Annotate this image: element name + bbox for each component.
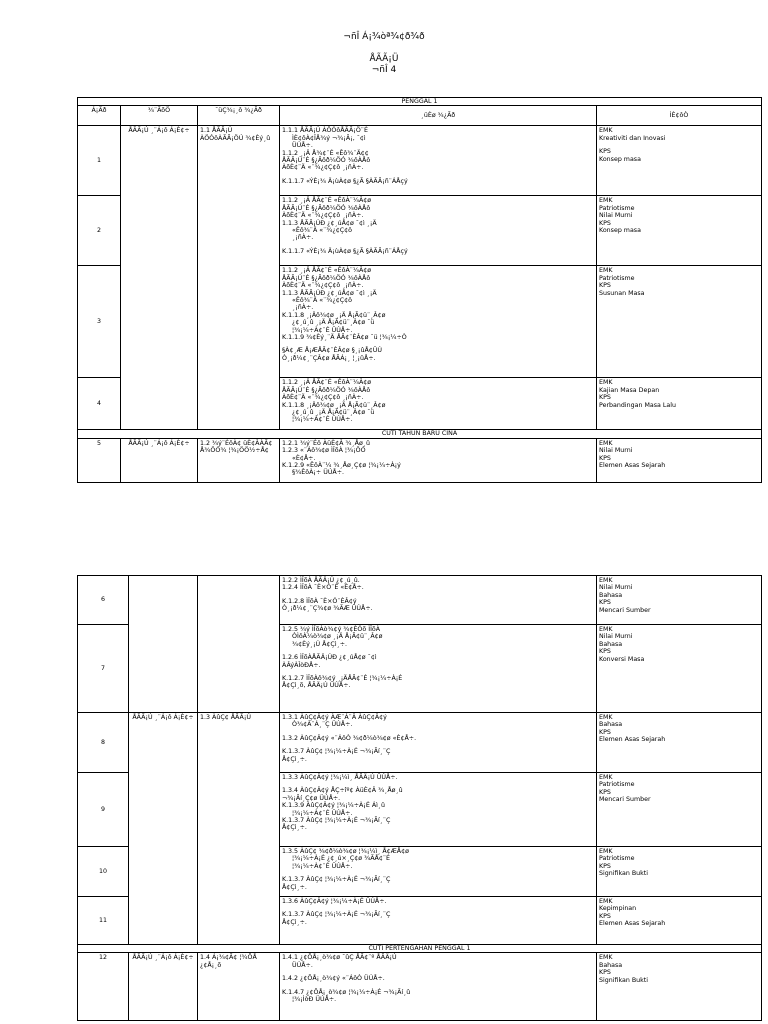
cell-line: K.1.1.7 «ÝÈ¡¾ Ä¡ùÀ¢ø §¿Ã §ÀÃÃ¡ñ¨ÁÅçý [282,247,408,255]
cell-line: 1.3.2 ÀûÇ¢Â¢ý «¨ÁôÒ ¾¢ð¼ò¾¢ø «È¢Å÷. [282,734,417,742]
column-header-row [78,106,762,126]
cell-line: «Êô¾¨Ä «¨¾¿¢Ç¢ô [282,227,352,235]
cell-line: §À¢¸Æ Å¡ÆÅÃ¢¨ÈÂ¢ø §¸¡ûÅ¢ÜÚ [282,347,382,355]
cell-line: ÜÚÅ÷. [282,142,313,150]
cell-line: 1.2.1 ¾ý¨Éô ÀüÈ¢Â ¾¸Åø¸û [282,439,370,447]
schedule-table-1 [77,97,762,483]
cell-line: KPS [599,788,611,796]
notes-cell [597,773,762,847]
notes-cell [597,713,762,773]
cell-line: 1.1.3 ÅÃÃ¡ÚÐ ¿¢¸úÅ¢ø ¯¢ì ¸¡Ä [282,219,377,227]
cell-line: Konversi Masa [599,655,645,663]
col-standard-header: ¯üÇ¾¡¸ô ¾¿Ãð [198,106,280,126]
cell-line: 1.3.1 ÀûÇ¢Â¢ý ÀÆ¨Á¨Â ÀûÇ¢Â¢ý [282,714,387,721]
cell-line: KPS [599,862,611,870]
cell-line: ÌÈ¢ôÀ¢ÎÅ¾ý ¬¾¡Ã¡, ¯¢ì [282,134,366,142]
cell-line: KPS [599,912,611,920]
cell-line: K.1.2.7 ÌÎõÀô¾¢ý ¸¡ÄÅÃ¢¨É ¦¾¡¼÷À¡É [282,675,403,683]
cell-line: Patriotisme [599,855,635,863]
cell-line: ¿¢¸ú¸û ¸¡Ä Å¡Ã¢ü¨¸Â¢ø ¯ü [282,319,375,327]
cell-line: K.1.1.8 ¸¡Äô¾¢ø ¸¡Ä Å¡Ã¢ü¨¸Â¢ø [282,311,386,319]
cell-line: Signifikan Bukti [599,870,649,878]
notes-cell [597,438,762,482]
outcome-cell [280,897,597,945]
cell-line: Kajian Masa Depan [599,386,660,394]
week-number: 8 [78,713,129,773]
notes-cell [597,953,762,1021]
cell-line: EMK [599,848,613,855]
week-number: 11 [78,897,129,945]
cell-line: ¸¡ñÀ÷. [282,304,314,312]
outcome-cell [280,266,597,378]
cell-line: Patriotisme [599,204,635,212]
notes-cell [597,196,762,266]
week-number: 4 [78,378,121,430]
cell-line: ¦¾¡¼÷À¡É ¿¢¸ú×¸Ç¢ø ¾ÃÅ¢¨É [282,855,390,863]
cell-line: 1.1.2 ¸¡Ä Å¾¢¨É «Êô¾¨Ä¢¢ [282,149,369,157]
cell-line: Susunan Masa [599,289,645,297]
cell-line: EMK [599,267,613,275]
cell-line: ÀõÈ¢¨Ä «¨¾¿¢Ç¢ô ¸¡ñÀ÷. [282,394,364,402]
cell-line: ÀõÈ¢¨Ä «¨¾¿¢Ç¢ô ¸¡ñÀ÷. [282,212,364,220]
cell-line: Perbandingan Masa Lalu [599,401,677,409]
cell-line: KPS [599,282,611,290]
cell-line: Mencari Sumber [599,796,651,804]
cell-line: ¦¾¡¼÷À¢¨É ÜÚÅ÷. [282,862,353,870]
cell-line: Ò¸¡ð¼¢¸¨Ç¾¢ø ¾ÃÆ ÜÚÅ÷. [282,605,373,613]
cell-line: Signifikan Bukti [599,976,649,984]
outcome-cell [280,576,597,625]
cell-line: Nilai Murni [599,584,633,592]
cell-line: 1.4.1 ¿¢ÕÅ¡¸ò¾¢ø ¯ûÇ ÅÃ¢¨º ÅÃÄ¡Ú [282,954,397,962]
cell-line: Å¢Çì¸÷. [282,883,307,891]
cell-line: Nilai Murni [599,447,633,455]
outcome-cell [280,773,597,847]
standard-cell: 1.4 Á¡¾¢Ã¢ ¦¾ÕÅ ¿¢Å¡¸õ [198,953,280,1021]
topic-cell: ÅÃÃ¡Ú ¸¨Á¡ô Á¡È¢÷ [121,126,198,430]
cell-line: §¾ÊôÀ¡÷ ÜÚÅ÷. [282,469,345,477]
cell-line: Kepimpinan [599,905,637,913]
outcome-cell [280,378,597,430]
cell-line: EMK [599,197,613,205]
cell-line: ¦¾¡ÌòÐ ÜÚÅ÷. [282,996,337,1004]
standard-cell: 1.3 ÀûÇ¢ ÅÃÃ¡Ú [198,713,280,945]
holiday-row [78,430,762,438]
cell-line: 1.3.5 ÀûÇ¢ ¾¢ð¼ò¾¢ø ¦¾¡¼ì¸ Å¢ÆÅ¢ø [282,848,409,855]
term-title: PENGGAL 1 [78,98,762,106]
cell-line: 1.1.2 ¸¡Ä ÅÃ¢¨É «ÊôÀ¨¼Â¢ø [282,267,372,275]
topic-cell [129,576,198,713]
topic-cell: ÅÃÃ¡Ú ¸¨Á¡ô Á¡È¢÷ [129,953,198,1021]
cell-line: ¿¢¸ú¸û ¸¡Ä Å¡Ã¢ü¨¸Â¢ø ¯ü [282,409,375,417]
cell-line: Nilai Murni [599,212,633,220]
cell-line: KPS [599,394,611,402]
holiday-row [78,945,762,953]
cell-line: Bahasa [599,591,623,599]
cell-line: ¸¡ñÀ÷. [282,234,314,242]
cell-line: Ò¾¢Â¨Á¸¨Ç ÜÚÅ÷. [282,721,353,729]
outcome-cell [280,847,597,897]
week-row [78,713,762,773]
cell-line: EMK [599,714,613,721]
week-row [78,126,762,196]
term-header-row [78,98,762,106]
cell-line: KPS [599,599,611,607]
cell-line: Elemen Asas Sejarah [599,462,666,470]
outcome-cell [280,953,597,1021]
cell-line: 1.3.6 ÀûÇ¢Â¢ý ¦¾¡¼÷À¡É ÜÚÅ÷. [282,898,387,905]
cell-line: ¦¾¡¼÷À¢¨É ÜÚÅ÷. [282,326,353,334]
cell-line: K.1.3.7 ÀûÇ¢ ¦¾¡¼÷À¡É ¬¾¡Ãí¸¨Ç [282,876,391,884]
cell-line: «Êô¾¨Ä «¨¾¿¢Ç¢ô [282,297,352,305]
cell-line: Å¢Çì¸÷. [282,918,307,926]
week-row [78,953,762,1021]
col-topic-header: ¾¨ÃõÖ [121,106,198,126]
cell-line: KPS [599,728,611,736]
col-week-header: Á¡Ãð [78,106,121,126]
cell-line: KPS [599,969,611,977]
cell-line: ÀõÈ¢¨Ä «¨¾¿¢Ç¢ô ¸¡ñÀ÷. [282,164,364,172]
week-number: 7 [78,625,129,713]
cell-line: Kreativiti dan Inovasi [599,134,666,142]
cell-line: K.1.3.9 ÀûÇ¢Â¢ý ¦¾¡¼÷À¡É Áì¸û [282,802,386,810]
cell-line: ÅÃÃ¡Ú¨É §¿Ãôð¼ÖÓ ¾ôÀÅô [282,204,371,212]
notes-cell [597,897,762,945]
outcome-cell [280,126,597,196]
cell-line: 1.3.3 ÀûÇ¢Â¢ý ¦¾¡¼ì¸ ÅÃÄ¡Ú ÜÚÅ÷. [282,774,398,781]
cell-line: KPS [599,454,611,462]
cell-line: ¦¾¡¼÷À¢¨É ÜÚÅ÷. [282,416,353,424]
week-number: 1 [78,126,121,196]
week-row [78,576,762,625]
cell-line: K.1.3.7 ÀûÇ¢ ¦¾¡¼÷À¡É ¬¾¡Ãí¸¨Ç [282,817,391,825]
outcome-cell [280,438,597,482]
cell-line: Bahasa [599,961,623,969]
cell-line: Konsep masa [599,227,641,235]
cell-line: K.1.2.9 «ÊôÀ¨¼ ¾¸Åø¸Ç¢ø ¦¾¡¼÷À¡ý [282,462,401,470]
cell-line: ÅÃÃ¡Ú¨É §¿Ãôð¼ÖÓ ¾ôÀÅô [282,274,371,282]
cell-line: EMK [599,577,613,584]
standard-cell [198,576,280,713]
holiday-label: CUTI PERTENGAHAN PENGGAL 1 [78,945,762,953]
scheme-title: ¬ñÎ Á¡¾òª¾¢ð¾ð [343,32,425,42]
week-number: 10 [78,847,129,897]
cell-line: ÅÃÃ¡Ú¨É §¿Ãôð¼ÖÓ ¾ôÀÅô [282,386,371,394]
col-outcome-header: ¸üÈø ¾¿Ãð [280,106,597,126]
cell-line: 1.1.3 ÅÃÃ¡ÚÐ ¿¢¸úÅ¢ø ¯¢ì ¸¡Ä [282,289,377,297]
topic-cell: ÅÃÃ¡Ú ¸¨Á¡ô Á¡È¢÷ [121,438,198,482]
cell-line: Bahasa [599,721,623,729]
cell-line: 1.3.4 ÀûÇ¢Â¢ý ÅÇ÷îº¢ ÀüÈ¢Â ¾¸Åø¸û [282,787,403,795]
cell-line: K.1.2.8 ÌÎõÀ ¯È×Ó¨ÈÂ¢ý [282,597,357,605]
outcome-cell [280,196,597,266]
cell-line: ¦¾¡¼÷À¢¨É ÜÚÅ÷. [282,809,353,817]
cell-line: 1.2.4 ÌÎõÀ ¯È×Ó¨È «È¢Å÷. [282,584,364,592]
cell-line: EMK [599,626,613,633]
cell-line: Å¢Çì¸÷. [282,755,307,763]
cell-line: Å¢Çì¸÷. [282,824,307,832]
cell-line: «È¢Å÷. [282,454,316,462]
week-number: 9 [78,773,129,847]
cell-line: K.1.1.9 ¾¢Èý¸¨Ä ÅÃ¢¨ÈÂ¢ø ¯ü ¦¾¡¼÷Ò [282,334,407,342]
cell-line: 1.1.2 ¸¡Ä ÅÃ¢¨É «ÊôÀ¨¼Â¢ø [282,197,372,205]
cell-line: K.1.1.8 ¸¡Äô¾¢ø ¸¡Ä Å¡Ã¢ü¨¸Â¢ø [282,401,386,409]
cell-line: K.1.1.7 «ÝÈ¡¾ Ä¡ùÀ¢ø §¿Ã §ÀÃÃ¡ñ¨ÁÅçý [282,177,408,185]
cell-line: ÅÃÃ¡Ú¨É §¿Ãôð¼ÖÓ ¾ôÀÅô [282,157,371,165]
cell-line: K.1.3.7 ÀûÇ¢ ¦¾¡¼÷À¡É ¬¾¡Ãí¸¨Ç [282,911,391,919]
notes-cell [597,126,762,196]
cell-line: 1.1.2 ¸¡Ä ÅÃ¢¨É «ÊôÀ¨¼Â¢ø [282,379,372,387]
notes-cell [597,378,762,430]
cell-line: ¾¢Èý¸¡Ú Å¢Çì¸÷. [282,640,347,648]
cell-line: EMK [599,774,613,781]
week-number: 5 [78,438,121,482]
notes-cell [597,576,762,625]
cell-line: Ò¸¡ð¼¢¸¨ÇÂ¢ø ÅÃÁ¡¸ ¦¸¡ûÅ÷. [282,354,376,362]
topic-cell: ÅÃÃ¡Ú ¸¨Á¡ô Á¡È¢÷ [129,713,198,945]
subject-title: ÅÃÃ¡Ü [369,54,399,64]
week-row [78,438,762,482]
year-title: ¬ñÎ 4 [371,65,397,75]
cell-line: Bahasa [599,640,623,648]
cell-line: Å¢Çì¸õ, ÅÃÄ¡Ú ÜÚÅ÷. [282,682,351,690]
holiday-label: CUTI TAHUN BARU CINA [78,430,762,438]
cell-line: Mencari Sumber [599,606,651,614]
notes-cell [597,625,762,713]
cell-line: Elemen Asas Sejarah [599,920,666,928]
cell-line: KPS [599,219,611,227]
outcome-cell [280,713,597,773]
cell-line: 1.2.5 ¾ý ÌÎõÀò¾¢ý ¾¢ÈÓõ ÌÎõÀ [282,626,381,633]
cell-line: ÜÚÅ÷. [282,961,313,969]
standard-cell: 1.1 ÅÃÃ¡Ú ÀÖÓôÀÃÃ¡ÖÚ ¾¢Èý¸û [198,126,280,430]
outcome-cell [280,625,597,713]
week-number: 3 [78,266,121,378]
week-number: 2 [78,196,121,266]
cell-line: Patriotisme [599,781,635,789]
cell-line: K.1.4.7 ¿¢ÕÅ¡¸ò¾¢ø ¦¾¡¼÷À¡É ¬¾¡Ãí¸û [282,988,411,996]
cell-line: ¬¾¡Ãí¸Ç¢ø ÜÚÅ÷. [282,794,341,802]
cell-line: 1.2.6 ÌÎõÀÅÃÄ¡ÚÐ ¿¢¸úÅ¢ø ¯¢ì [282,654,377,662]
cell-line: KPS [599,148,611,156]
cell-line: Elemen Asas Sejarah [599,736,666,744]
standard-cell: 1.2 ¾ý¨ÉôÀ¢ üÈ¢ÂÀÃ¢ Å¾ÖÓ¾ ¦¾¡ÖÖ½÷Å¢ [198,438,280,482]
week-number: 6 [78,576,129,625]
notes-cell [597,847,762,897]
cell-line: EMK [599,439,613,447]
cell-line: 1.2.3 «¨Áô¾¢ø ÌÎõÀ ¦¾¡ÖÓ [282,447,366,455]
cell-line: Konsep masa [599,155,641,163]
cell-line: EMK [599,379,613,387]
col-notes-header: ÌÈ¢ôÒ [597,106,762,126]
cell-line: 1.1.1 ÅÃÃ¡Ú ÀÖÓôÅÃÃ¡Ö¨É [282,127,368,135]
schedule-table-2 [77,575,762,1021]
cell-line: EMK [599,954,613,962]
cell-line: ÒÌôÀ¼ò¾¢ø ¸¡Ä Å¡Ã¢ü¨¸Â¢ø [282,633,383,641]
cell-line: 1.2.2 ÌÎõÀ ÅÃÄ¡Ú ¿¢¸ú¸û. [282,577,360,584]
cell-line: ÀõÈ¢¨Ä «¨¾¿¢Ç¢ô ¸¡ñÀ÷. [282,282,364,290]
cell-line: KPS [599,648,611,656]
cell-line: EMK [599,898,613,905]
cell-line: Patriotisme [599,274,635,282]
cell-line: K.1.3.7 ÀûÇ¢ ¦¾¡¼÷À¡É ¬¾¡Ãí¸¨Ç [282,748,391,756]
cell-line: Nilai Murni [599,633,633,641]
week-number: 12 [78,953,129,1021]
cell-line: ÀÂýÀÎòÐÅ÷. [282,661,321,669]
notes-cell [597,266,762,378]
cell-line: 1.4.2 ¿¢ÕÅ¡¸ò¾¢ý «¨ÁôÒ ÜÚÅ÷. [282,975,385,983]
cell-line: EMK [599,127,613,135]
